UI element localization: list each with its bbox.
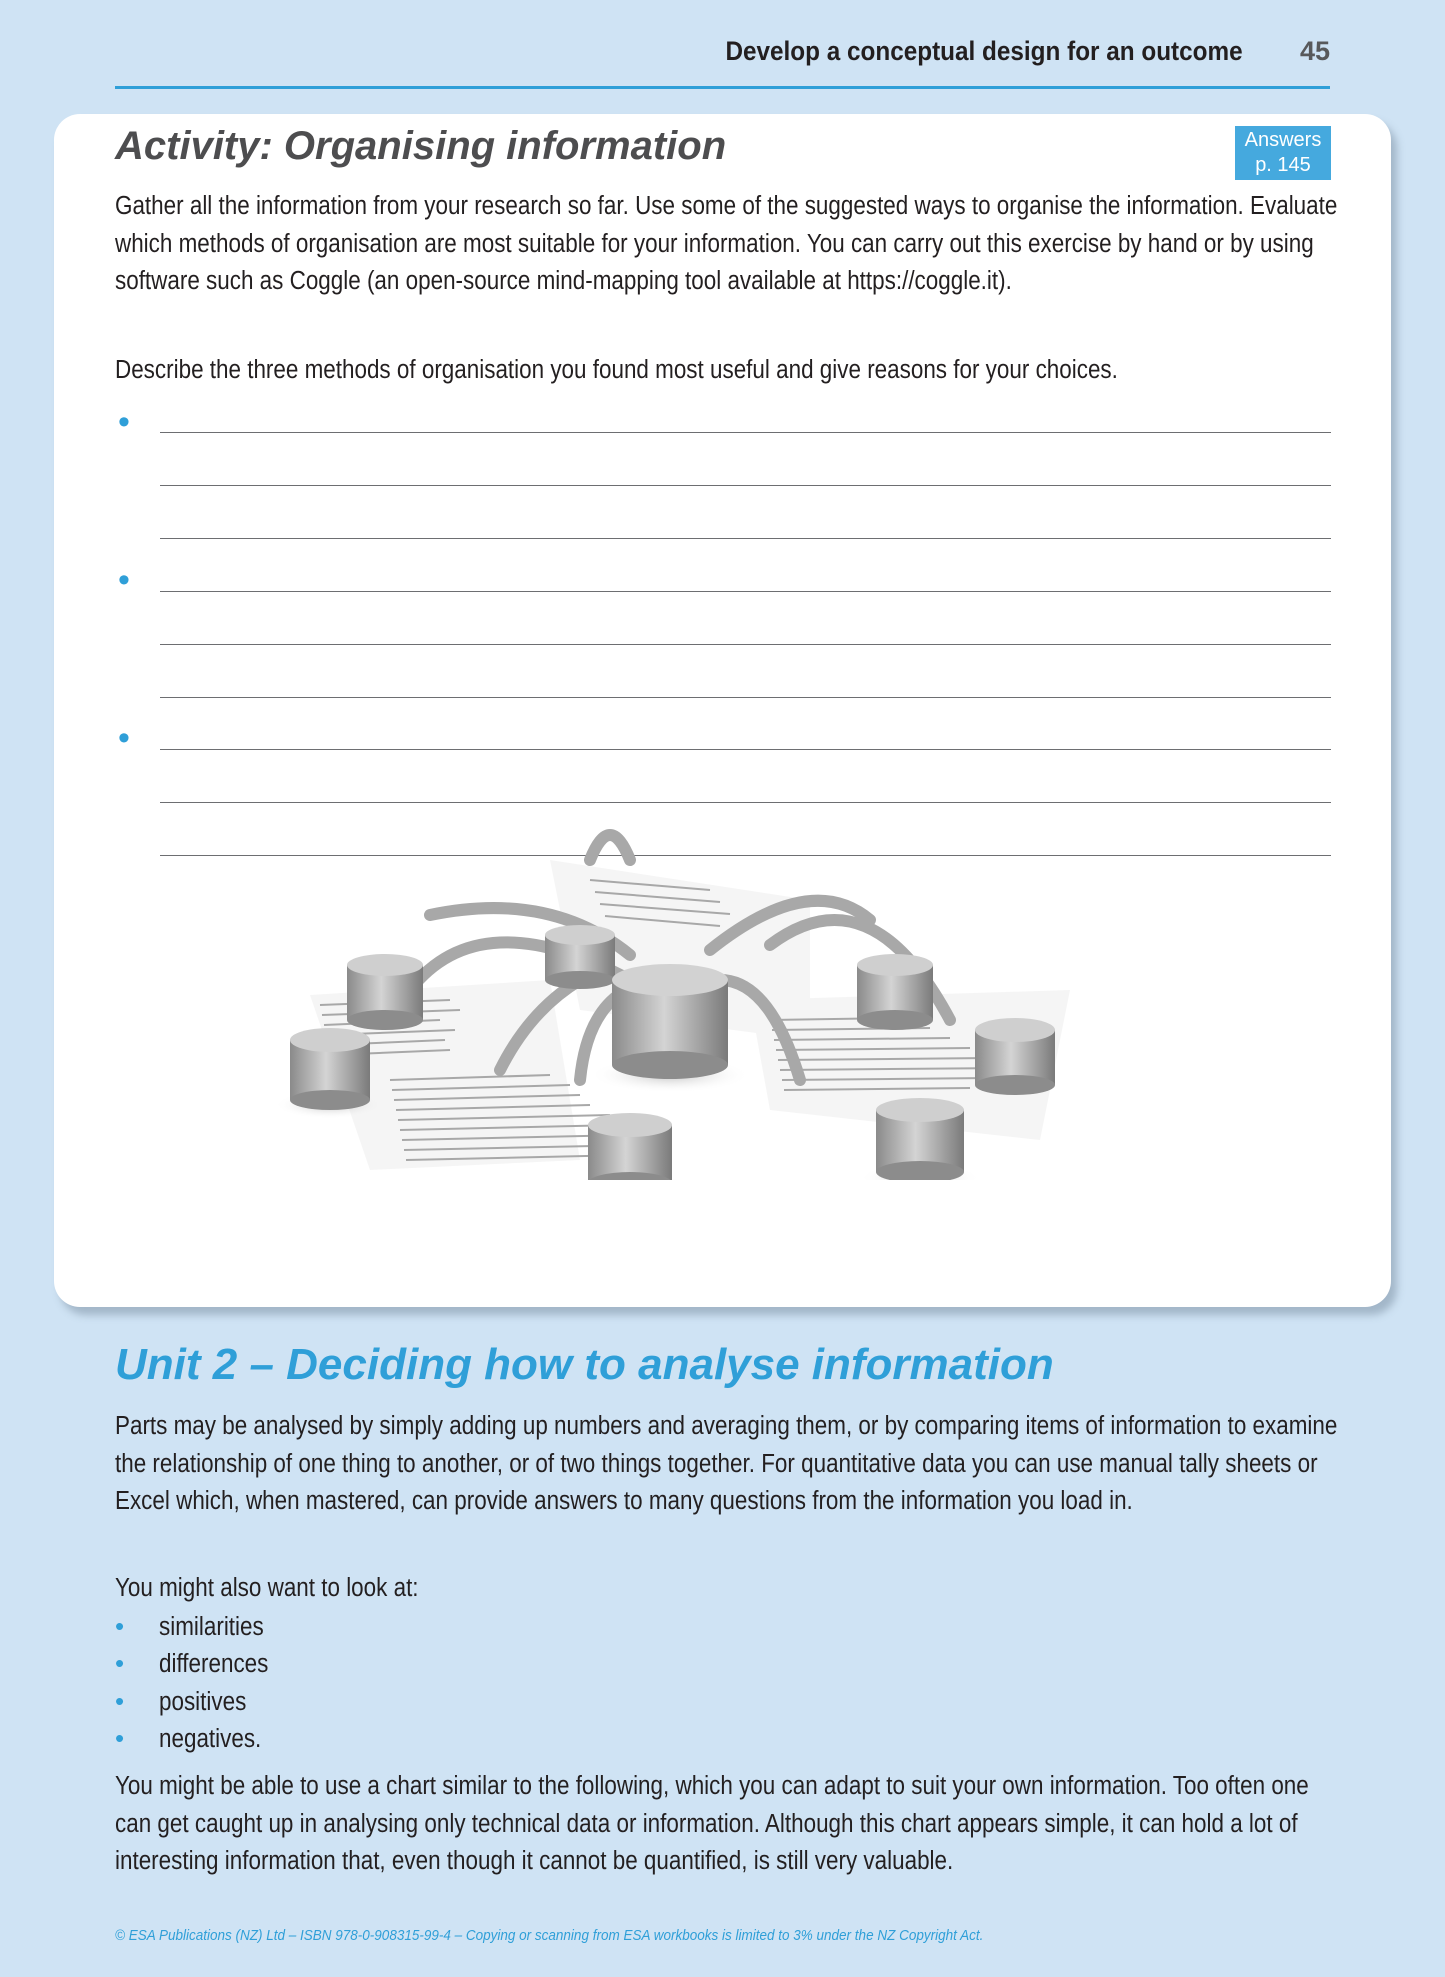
unit-title: Unit 2 – Deciding how to analyse information: [115, 1340, 1054, 1389]
answer-line[interactable]: [160, 485, 1331, 486]
bullet-point: •: [115, 1686, 125, 1716]
bullet-point: •: [118, 719, 130, 757]
bullet-point: •: [115, 1611, 125, 1641]
answers-page: p. 145: [1255, 154, 1311, 176]
answer-line[interactable]: [160, 697, 1331, 698]
bullet-point: •: [118, 403, 130, 441]
answer-line[interactable]: [160, 591, 1331, 592]
answer-line[interactable]: [160, 432, 1331, 433]
unit-paragraph: Parts may be analysed by simply adding up numbers and averaging them, or by comparing items of information to examine the relationship of one thing to another, or of two things together. For quantitative data you can use manual tally sheets or Excel which, when mastered, can provide answers to many questions from the information you load in.: [115, 1412, 1338, 1515]
answer-line[interactable]: [160, 644, 1331, 645]
activity-title: Activity: Organising information: [115, 124, 727, 168]
activity-question: Describe the three methods of organisation you found most useful and give reasons for your choices.: [115, 356, 1118, 384]
bullet-point: •: [115, 1723, 125, 1753]
bullet-point: •: [115, 1648, 125, 1678]
database-network-illustration: [250, 780, 1090, 1180]
bullet-point: •: [118, 561, 130, 599]
list-item: • differences: [115, 1645, 283, 1682]
answers-label: Answers: [1244, 129, 1322, 151]
answer-line[interactable]: [160, 749, 1331, 750]
answer-line[interactable]: [160, 538, 1331, 539]
list-item: • positives: [115, 1683, 258, 1720]
copyright-footer: © ESA Publications (NZ) Ltd – ISBN 978-0-908315-99-4 – Copying or scanning from ESA workbooks is limited to 3% under the NZ Copyright Act.: [115, 1927, 984, 1944]
activity-instructions: Gather all the information from your research so far. Use some of the suggested ways to organise the information. Evaluate which methods of organisation are most suitable for your information. You can carry out this exercise by hand or by using software such as Coggle (an open-source mind-mapping tool available at https://coggle.it).: [115, 192, 1338, 295]
chart-paragraph: You might be able to use a chart similar to the following, which you can adapt to suit your own information. Too often one can get caught up in analysing only technical data or information. Although this chart appears simple, it can hold a lot of interesting information that, even though it cannot be quantified, is still very valuable.: [115, 1772, 1309, 1875]
page-number: 45: [1299, 36, 1330, 66]
answers-badge[interactable]: [1235, 126, 1331, 180]
list-item: • negatives.: [115, 1720, 275, 1757]
list-intro: You might also want to look at:: [115, 1574, 419, 1602]
running-header: [115, 30, 1330, 89]
chapter-title: Develop a conceptual design for an outcome: [725, 36, 1243, 66]
list-item: • similarities: [115, 1608, 278, 1645]
